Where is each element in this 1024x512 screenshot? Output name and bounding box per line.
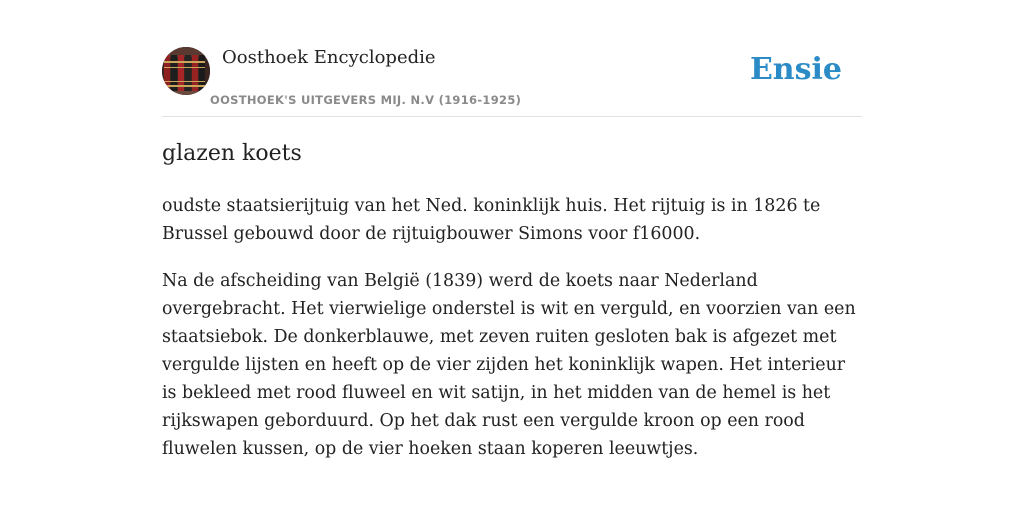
article-paragraph: Na de afscheiding van België (1839) werd de koets naar Nederland overgebracht. Het vierwielige onderstel is wit en verguld, en voorzien van een staatsiebok. De donkerblauwe, met zeven ruiten gesloten bak is afgezet met vergulde lijsten en heeft op de vier zijden het koninklijk wapen. Het interieur is bekleed met rood fluweel en wit satijn, in het midden van de hemel is het rijkswapen geborduurd. Op het dak rust een vergulde kroon op een rood fluwelen kussen, op de vier hoeken staan koperen leeuwtjes. xyxy=(162,271,856,459)
source-name[interactable]: Oosthoek Encyclopedie xyxy=(222,47,436,68)
article-title: glazen koets xyxy=(162,141,302,166)
brand-logo[interactable]: Ensie xyxy=(749,52,842,87)
article-body xyxy=(162,192,862,482)
article-paragraph: oudste staatsierijtuig van het Ned. koninklijk huis. Het rijtuig is in 1826 te Brussel gebouwd door de rijtuigbouwer Simons voor f16000. xyxy=(162,196,821,244)
source-header xyxy=(162,46,862,117)
source-subtitle: OOSTHOEK'S UITGEVERS MIJ. N.V (1916-1925) xyxy=(210,93,522,107)
encyclopedia-books-icon xyxy=(162,47,210,95)
